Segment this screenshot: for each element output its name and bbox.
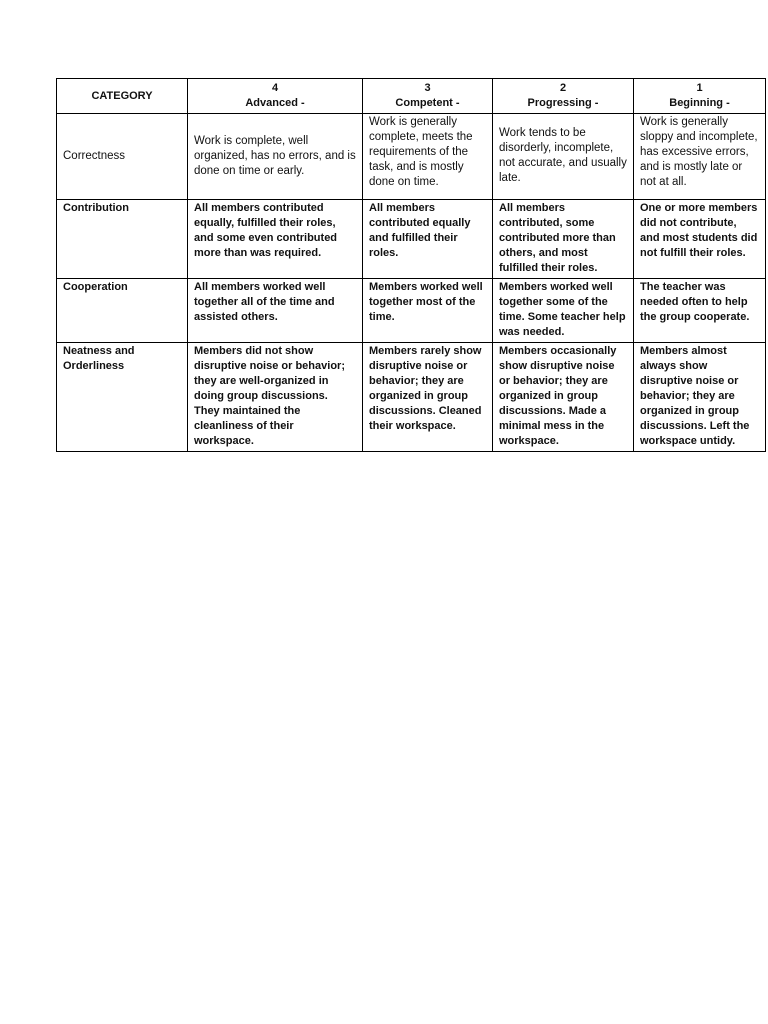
level-number: 2 (559, 82, 567, 94)
criteria-cell: Work tends to be disorderly, incomplete, not accurate, and usually late. (493, 114, 634, 200)
criteria-cell: Work is generally sloppy and incomplete, has excessive errors, and is mostly late or not at all. (634, 114, 766, 200)
header-level-1 (634, 79, 766, 114)
level-label: Competent - (395, 97, 460, 109)
criteria-cell: All members worked well together all of the time and assisted others. (188, 279, 363, 343)
level-number: 1 (696, 82, 703, 94)
criteria-cell: Members almost always show disruptive noise or behavior; they are organized in group discussions. Left the workspace untidy. (634, 343, 766, 452)
criteria-cell: Work is generally complete, meets the requirements of the task, and is mostly done on time. (363, 114, 493, 200)
criteria-cell: Members worked well together most of the time. (363, 279, 493, 343)
criteria-cell: Members occasionally show disruptive noise or behavior; they are organized in group discussions. Made a minimal mess in the workspace. (493, 343, 634, 452)
header-level-3 (363, 79, 493, 114)
category-cell: Correctness (57, 114, 188, 200)
table-row-neatness (57, 343, 766, 452)
level-number: 4 (271, 82, 279, 94)
header-level-2 (493, 79, 634, 114)
header-category (57, 79, 188, 114)
table-row-cooperation (57, 279, 766, 343)
criteria-cell: All members contributed equally and fulfilled their roles. (363, 200, 493, 279)
header-category-label: CATEGORY (91, 89, 153, 102)
table-row-correctness (57, 114, 766, 200)
header-level-4 (188, 79, 363, 114)
criteria-cell: One or more members did not contribute, and most students did not fulfill their roles. (634, 200, 766, 279)
category-cell: Contribution (57, 200, 188, 279)
criteria-cell: The teacher was needed often to help the group cooperate. (634, 279, 766, 343)
level-label: Progressing - (527, 97, 599, 109)
criteria-cell: Members rarely show disruptive noise or behavior; they are organized in group discussions. Cleaned their workspace. (363, 343, 493, 452)
level-label: Beginning - (669, 97, 730, 109)
criteria-cell: Members worked well together some of the time. Some teacher help was needed. (493, 279, 634, 343)
level-label: Advanced - (245, 97, 305, 109)
table-header-row (57, 79, 766, 114)
category-cell: Neatness and Orderliness (57, 343, 188, 452)
criteria-cell: All members contributed, some contributed more than others, and most fulfilled their roles. (493, 200, 634, 279)
level-number: 3 (424, 82, 431, 94)
rubric-table (56, 78, 766, 452)
criteria-cell: All members contributed equally, fulfilled their roles, and some even contributed more than was required. (188, 200, 363, 279)
table-row-contribution (57, 200, 766, 279)
criteria-cell: Members did not show disruptive noise or behavior; they are well-organized in doing group discussions. They maintained the cleanliness of their workspace. (188, 343, 363, 452)
criteria-cell: Work is complete, well organized, has no errors, and is done on time or early. (188, 114, 363, 200)
category-cell: Cooperation (57, 279, 188, 343)
